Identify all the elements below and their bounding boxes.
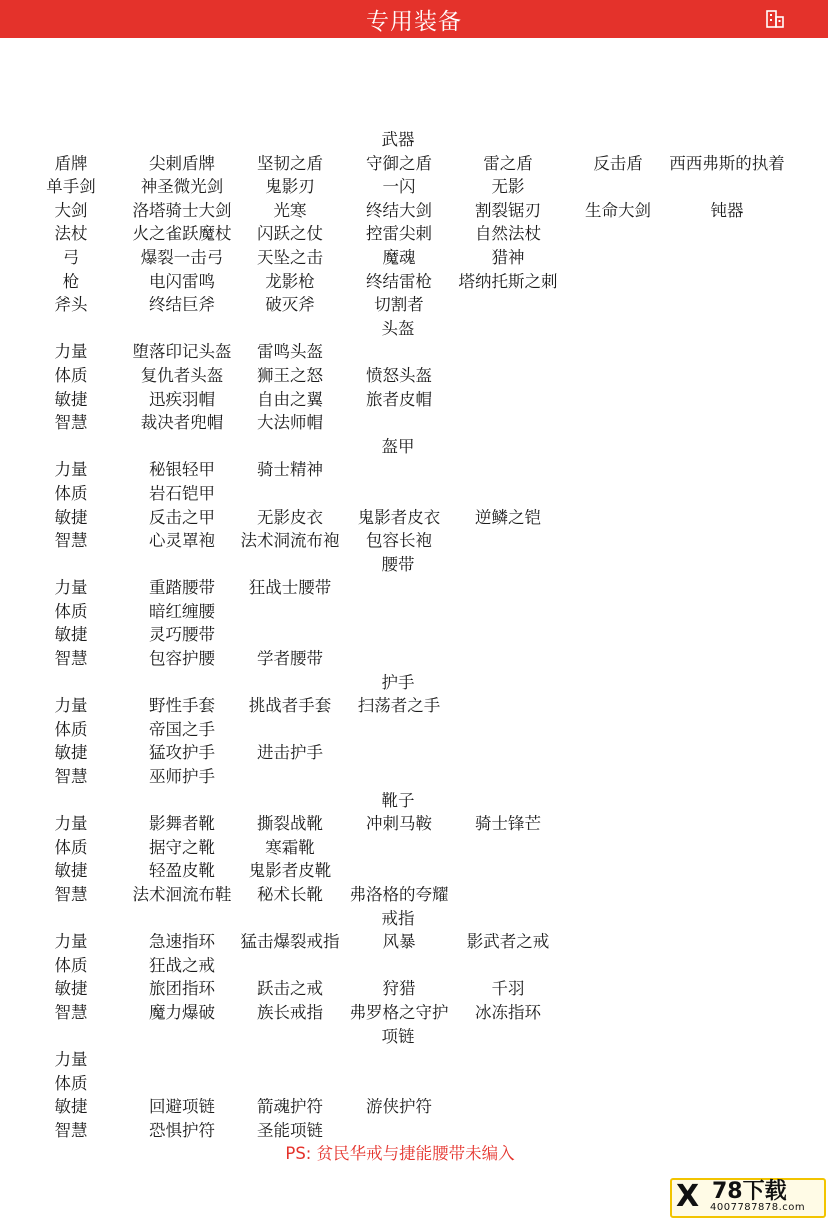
row-category: 体质 <box>54 601 88 621</box>
row-category: 敏捷 <box>54 1097 88 1117</box>
table-row <box>0 152 828 176</box>
table-row <box>0 388 828 412</box>
equipment-name: 弗洛格的夸耀 <box>349 885 449 904</box>
equipment-name: 雷之盾 <box>483 153 533 173</box>
section-title: 护手 <box>381 672 415 692</box>
row-category: 法杖 <box>54 224 88 244</box>
equipment-name: 魔力爆破 <box>149 1002 215 1022</box>
equipment-name: 复仇者头盔 <box>140 365 224 385</box>
equipment-name: 千羽 <box>491 979 525 999</box>
equipment-name: 秘银轻甲 <box>149 460 215 480</box>
section-title: 头盔 <box>381 318 415 338</box>
equipment-name: 愤怒头盔 <box>366 365 432 385</box>
equipment-name: 弗罗格之守护 <box>349 1002 449 1022</box>
equipment-name: 神圣微光剑 <box>140 177 224 197</box>
section-header-row <box>0 128 828 152</box>
table-row <box>0 930 828 954</box>
equipment-name: 包容护腰 <box>149 649 215 669</box>
equipment-name: 堕落印记头盔 <box>132 342 232 362</box>
equipment-name: 钝器 <box>710 200 744 220</box>
row-category: 盾牌 <box>54 153 88 173</box>
equipment-name: 暗红缠腰 <box>149 601 215 621</box>
table-row <box>0 647 828 671</box>
equipment-name: 旅团指环 <box>149 979 215 999</box>
equipment-name: 撕裂战靴 <box>257 814 323 834</box>
row-category: 智慧 <box>54 649 88 669</box>
table-row <box>0 623 828 647</box>
equipment-name: 族长戒指 <box>257 1002 323 1022</box>
equipment-name: 一闪 <box>382 177 416 197</box>
table-row <box>0 859 828 883</box>
row-category: 敏捷 <box>54 389 88 409</box>
equipment-name: 终结巨斧 <box>149 295 215 315</box>
table-row <box>0 458 828 482</box>
equipment-name: 据守之靴 <box>149 837 215 857</box>
table-row <box>0 1119 828 1143</box>
section-header-row <box>0 1025 828 1049</box>
equipment-name: 反击盾 <box>593 153 643 173</box>
row-category: 体质 <box>54 837 88 857</box>
equipment-name: 迅疾羽帽 <box>149 389 215 409</box>
table-row <box>0 576 828 600</box>
table-row <box>0 411 828 435</box>
table-row <box>0 883 828 907</box>
watermark-brand: 78下载 <box>712 1179 787 1204</box>
section-title: 腰带 <box>381 554 415 574</box>
equipment-name: 进击护手 <box>257 743 323 763</box>
table-row <box>0 977 828 1001</box>
row-category: 体质 <box>54 1073 88 1093</box>
row-category: 力量 <box>54 342 88 362</box>
equipment-name: 包容长袍 <box>366 531 432 551</box>
table-row <box>0 600 828 624</box>
table-row <box>0 293 828 317</box>
table-row <box>0 364 828 388</box>
equipment-name: 挑战者手套 <box>248 696 332 716</box>
section-title: 项链 <box>381 1026 415 1046</box>
equipment-name: 冰冻指环 <box>475 1002 541 1022</box>
row-category: 力量 <box>54 460 88 480</box>
table-row <box>0 340 828 364</box>
equipment-name: 鬼影者皮衣 <box>357 507 441 527</box>
equipment-name: 箭魂护符 <box>257 1097 323 1117</box>
equipment-name: 闪跃之仗 <box>257 224 323 244</box>
equipment-name: 生命大剑 <box>585 200 651 220</box>
table-row <box>0 954 828 978</box>
table-row <box>0 482 828 506</box>
row-category: 力量 <box>54 814 88 834</box>
row-category: 力量 <box>54 932 88 952</box>
equipment-name: 岩石铠甲 <box>149 483 215 503</box>
equipment-name: 破灭斧 <box>265 295 315 315</box>
watermark-logo-mark: X <box>676 1179 700 1214</box>
equipment-name: 控雷尖刺 <box>366 224 432 244</box>
equipment-name: 猛击爆裂戒指 <box>240 932 340 952</box>
row-category: 敏捷 <box>54 743 88 763</box>
equipment-name: 猎神 <box>491 247 525 267</box>
section-title: 盔甲 <box>381 436 415 456</box>
row-category: 斧头 <box>54 295 88 315</box>
table-row <box>0 1072 828 1096</box>
row-category: 智慧 <box>54 1120 88 1140</box>
equipment-name: 大法师帽 <box>257 413 323 433</box>
equipment-name: 坚韧之盾 <box>257 153 323 173</box>
equipment-name: 光寒 <box>273 200 307 220</box>
equipment-name: 天坠之击 <box>257 247 323 267</box>
section-title: 戒指 <box>381 908 415 928</box>
table-row <box>0 741 828 765</box>
equipment-name: 洛塔骑士大剑 <box>132 200 232 220</box>
equipment-name: 电闪雷鸣 <box>149 271 215 291</box>
equipment-name: 重踏腰带 <box>149 578 215 598</box>
equipment-name: 游侠护符 <box>366 1097 432 1117</box>
equipment-name: 火之雀跃魔杖 <box>132 224 232 244</box>
row-category: 敏捷 <box>54 861 88 881</box>
table-row <box>0 246 828 270</box>
equipment-name: 轻盈皮靴 <box>149 861 215 881</box>
equipment-name: 守御之盾 <box>366 153 432 173</box>
row-category: 智慧 <box>54 1002 88 1022</box>
equipment-name: 骑士精神 <box>257 460 323 480</box>
equipment-name: 塔纳托斯之刺 <box>458 271 558 291</box>
equipment-name: 终结大剑 <box>366 200 432 220</box>
row-category: 枪 <box>62 271 80 291</box>
equipment-name: 恐惧护符 <box>149 1120 215 1140</box>
row-category: 敏捷 <box>54 507 88 527</box>
equipment-name: 急速指环 <box>149 932 215 952</box>
equipment-name: 魔魂 <box>382 247 416 267</box>
equipment-name: 学者腰带 <box>257 649 323 669</box>
equipment-name: 影舞者靴 <box>149 814 215 834</box>
equipment-name: 圣能项链 <box>257 1120 323 1140</box>
equipment-name: 秘术长靴 <box>257 885 323 904</box>
equipment-name: 狩猎 <box>382 979 416 999</box>
table-row <box>0 222 828 246</box>
equipment-name: 寒霜靴 <box>265 837 315 857</box>
row-category: 智慧 <box>54 413 88 433</box>
row-category: 体质 <box>54 955 88 975</box>
section-header-row <box>0 553 828 577</box>
equipment-name: 龙影枪 <box>265 271 315 291</box>
title-bar <box>0 0 828 38</box>
equipment-name: 无影皮衣 <box>257 507 323 527</box>
equipment-name: 裁决者兜帽 <box>140 413 224 433</box>
table-row <box>0 529 828 553</box>
table-row <box>0 812 828 836</box>
equipment-name: 帝国之手 <box>149 719 215 739</box>
equipment-name: 猛攻护手 <box>149 743 215 763</box>
equipment-name: 无影 <box>491 177 525 197</box>
equipment-name: 影武者之戒 <box>466 932 550 952</box>
equipment-name: 狮王之怒 <box>257 365 323 385</box>
equipment-name: 法术洄流布鞋 <box>132 885 232 904</box>
equipment-name: 西西弗斯的执着 <box>669 153 785 173</box>
equipment-name: 狂战士腰带 <box>248 578 332 598</box>
equipment-table <box>0 128 828 1143</box>
row-category: 力量 <box>54 1050 88 1070</box>
row-category: 力量 <box>54 578 88 598</box>
equipment-name: 鬼影刃 <box>265 177 315 197</box>
equipment-name: 尖刺盾牌 <box>149 153 215 173</box>
footnote: PS: 贫民华戒与捷能腰带未编入 <box>285 1144 515 1163</box>
table-row <box>0 836 828 860</box>
equipment-name: 扫荡者之手 <box>357 696 441 716</box>
equipment-name: 旅者皮帽 <box>366 389 432 409</box>
table-row <box>0 1048 828 1072</box>
table-row <box>0 506 828 530</box>
table-row <box>0 765 828 789</box>
row-category: 大剑 <box>54 200 88 220</box>
row-category: 智慧 <box>54 531 88 551</box>
equipment-name: 野性手套 <box>149 696 215 716</box>
row-category: 单手剑 <box>46 177 96 197</box>
section-title: 靴子 <box>381 790 415 810</box>
equipment-name: 鬼影者皮靴 <box>248 861 332 881</box>
row-category: 弓 <box>62 247 80 267</box>
equipment-name: 爆裂一击弓 <box>140 247 224 267</box>
equipment-name: 骑士锋芒 <box>475 814 541 834</box>
equipment-name: 灵巧腰带 <box>149 625 215 645</box>
table-row <box>0 1001 828 1025</box>
watermark-url: 4007787878.com <box>710 1202 806 1213</box>
page-title: 专用装备 <box>366 8 462 35</box>
site-watermark <box>670 1178 826 1218</box>
equipment-name: 反击之甲 <box>149 507 215 527</box>
row-category: 智慧 <box>54 767 88 787</box>
table-row <box>0 694 828 718</box>
row-category: 体质 <box>54 483 88 503</box>
equipment-name: 逆鳞之铠 <box>475 507 541 527</box>
table-row <box>0 270 828 294</box>
row-category: 敏捷 <box>54 979 88 999</box>
equipment-name: 自由之翼 <box>257 389 323 409</box>
equipment-name: 风暴 <box>382 932 416 952</box>
equipment-name: 巫师护手 <box>149 767 215 787</box>
table-row <box>0 1095 828 1119</box>
equipment-name: 冲刺马鞍 <box>366 814 432 834</box>
equipment-name: 狂战之戒 <box>149 955 215 975</box>
section-title: 武器 <box>381 130 415 149</box>
equipment-name: 割裂锯刃 <box>475 200 541 220</box>
section-header-row <box>0 789 828 813</box>
section-header-row <box>0 317 828 341</box>
section-header-row <box>0 671 828 695</box>
table-row <box>0 718 828 742</box>
table-row <box>0 175 828 199</box>
row-category: 体质 <box>54 719 88 739</box>
equipment-name: 心灵罩袍 <box>149 531 215 551</box>
row-category: 敏捷 <box>54 625 88 645</box>
row-category: 力量 <box>54 696 88 716</box>
row-category: 体质 <box>54 365 88 385</box>
building-icon[interactable] <box>766 8 784 28</box>
equipment-name: 自然法杖 <box>475 224 541 244</box>
table-row <box>0 199 828 223</box>
equipment-name: 雷鸣头盔 <box>257 342 323 362</box>
equipment-name: 法术洞流布袍 <box>240 531 340 551</box>
section-header-row <box>0 435 828 459</box>
equipment-name: 终结雷枪 <box>366 271 432 291</box>
row-category: 智慧 <box>54 885 88 904</box>
equipment-name: 回避项链 <box>149 1097 215 1117</box>
equipment-name: 切割者 <box>374 295 424 315</box>
section-header-row <box>0 907 828 931</box>
equipment-name: 跃击之戒 <box>257 979 323 999</box>
